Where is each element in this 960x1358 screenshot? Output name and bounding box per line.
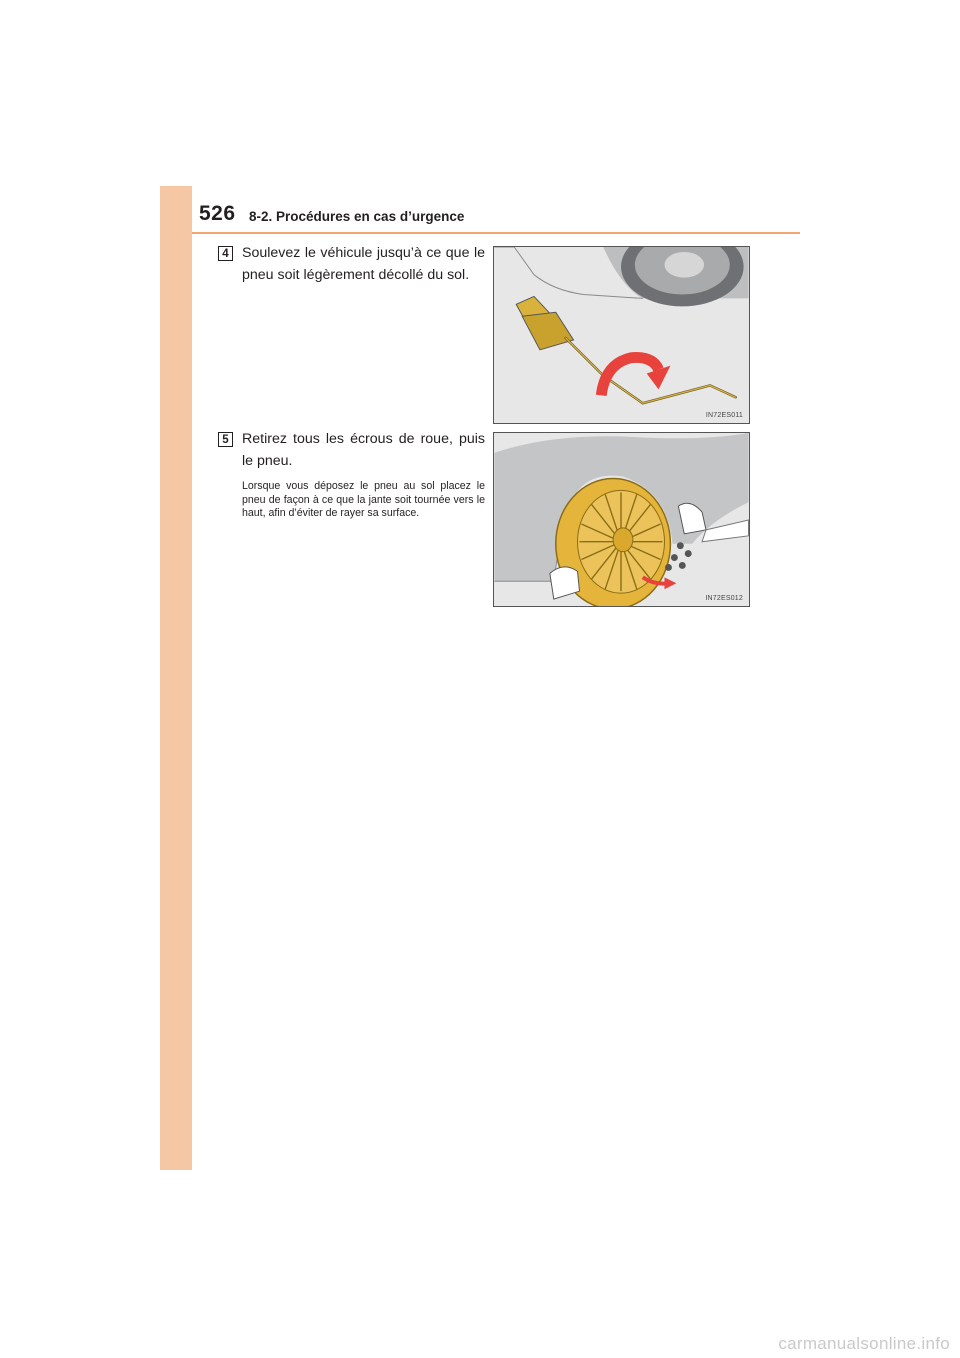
step-5-note: Lorsque vous déposez le pneu au sol placez le pneu de façon à ce que la jante soit tournée vers le haut, afin d’éviter de rayer sa surface. [242, 480, 485, 520]
step-number-4: 4 [218, 246, 233, 261]
page-number: 526 [199, 202, 236, 225]
chapter-side-tab [160, 186, 192, 1170]
jack-raising-illustration [494, 247, 749, 423]
jack-raising-figure [493, 246, 750, 424]
figure-code: IN72ES012 [705, 595, 743, 602]
section-title: 8-2. Procédures en cas d’urgence [249, 209, 465, 224]
watermark: carmanualsonline.info [778, 1334, 950, 1353]
step-number-5: 5 [218, 432, 233, 447]
step-4-text: Soulevez le véhicule jusqu’à ce que le pneu soit légèrement décollé du sol. [242, 245, 485, 283]
step-5-text: Retirez tous les écrous de roue, puis le pneu. [242, 431, 485, 469]
figure-code: IN72ES011 [705, 412, 743, 419]
wheel-removal-figure [493, 432, 750, 607]
header-divider [192, 232, 800, 234]
wheel-removal-illustration [494, 433, 749, 606]
